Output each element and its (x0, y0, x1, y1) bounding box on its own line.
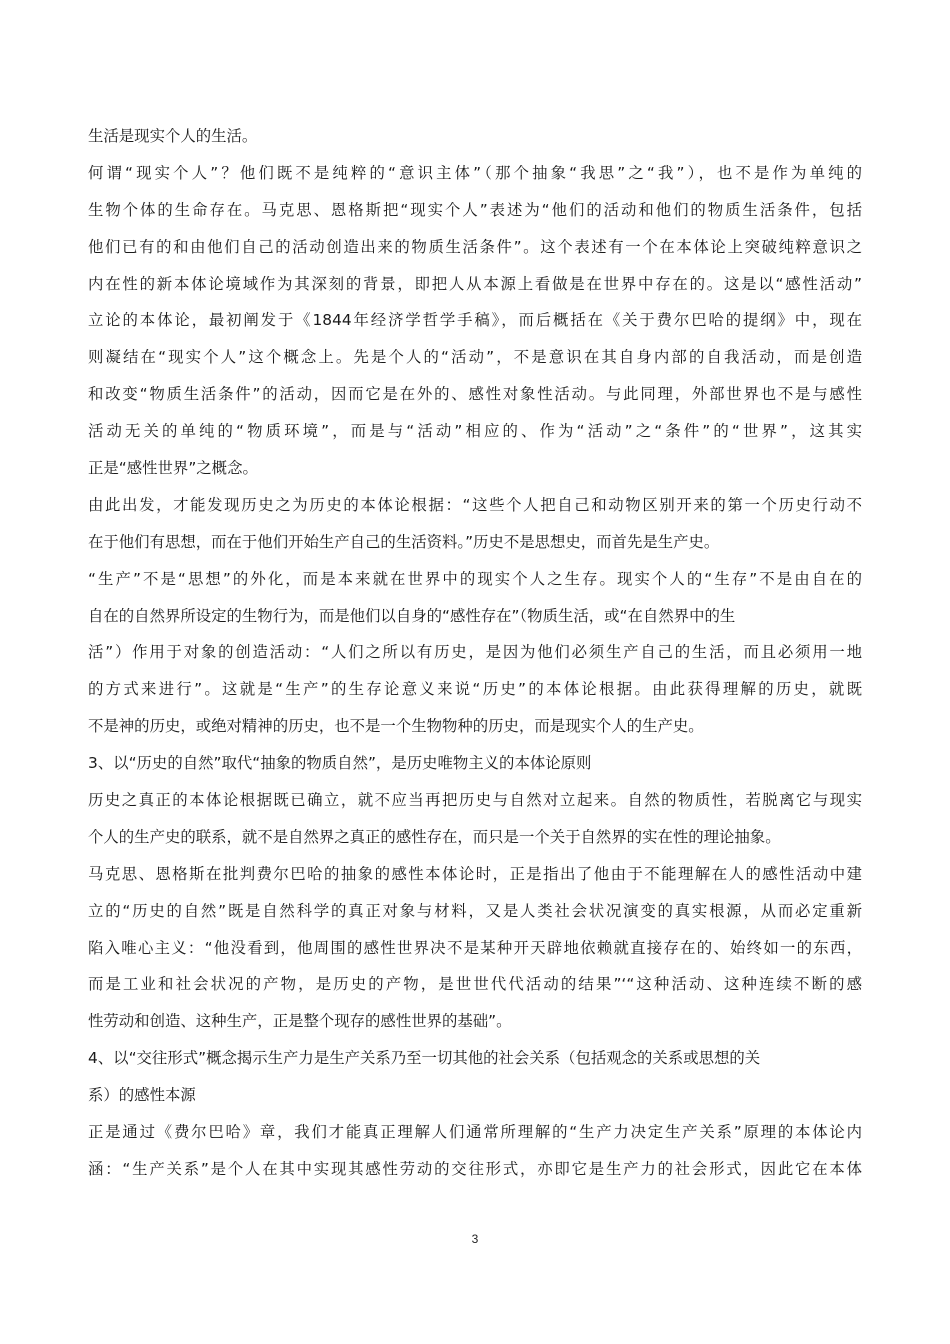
paragraph-line: 则凝结在“现实个人”这个概念上。先是个人的“活动”，不是意识在其自身内部的自我活动，而是创造 (88, 348, 862, 367)
paragraph-line: 立的“历史的自然”既是自然科学的真正对象与材料，又是人类社会状况演变的真实根源，从而必定重新 (88, 901, 862, 920)
paragraph-line: 由此出发，才能发现历史之为历史的本体论根据：“这些个人把自己和动物区别开来的第一个历史行动不 (88, 495, 862, 514)
paragraph-line: 何谓“现实个人”？他们既不是纯粹的“意识主体”（那个抽象“我思”之“我”），也不是作为单纯的 (88, 163, 862, 182)
paragraph-line: 马克思、恩格斯在批判费尔巴哈的抽象的感性本体论时，正是指出了他由于不能理解在人的感性活动中建 (88, 864, 862, 883)
section-heading: 4、以“交往形式”概念揭示生产力是生产关系乃至一切其他的社会关系（包括观念的关系或思想的关 (88, 1049, 761, 1068)
paragraph-line: 在于他们有思想，而在于他们开始生产自己的生活资料。”历史不是思想史，而首先是生产史。 (88, 532, 720, 551)
paragraph-line: 正是“感性世界”之概念。 (88, 459, 258, 478)
paragraph-line: 正是通过《费尔巴哈》章，我们才能真正理解人们通常所理解的“生产力决定生产关系”原理的本体论内 (88, 1123, 862, 1142)
paragraph-line: 和改变“物质生活条件”的活动，因而它是在外的、感性对象性活动。与此同理，外部世界也不是与感性 (88, 385, 862, 404)
paragraph-line: “生产”不是“思想”的外化，而是本来就在世界中的现实个人之生存。现实个人的“生存”不是由自在的 (88, 569, 862, 588)
paragraph-line: 生活是现实个人的生活。 (88, 127, 258, 145)
section-heading-continuation: 系）的感性本源 (88, 1086, 196, 1105)
paragraph-line: 历史之真正的本体论根据既已确立，就不应当再把历史与自然对立起来。自然的物质性，若脱离它与现实 (88, 791, 862, 810)
paragraph-line: 的方式来进行”。这就是“生产”的生存论意义来说“历史”的本体论根据。由此获得理解的历史，就既 (88, 680, 862, 699)
paragraph-line: 陷入唯心主义：“他没看到，他周围的感性世界决不是某种开天辟地依赖就直接存在的、始终如一的东西， (88, 938, 862, 957)
paragraph-line: 生物个体的生命存在。马克思、恩格斯把“现实个人”表述为“他们的活动和他们的物质生活条件，包括 (88, 200, 862, 219)
paragraph-line: 他们已有的和由他们自己的活动创造出来的物质生活条件”。这个表述有一个在本体论上突破纯粹意识之 (88, 237, 862, 256)
paragraph-line: 活动无关的单纯的“物质环境”，而是与“活动”相应的、作为“活动”之“条件”的“世界”，这其实 (88, 422, 862, 441)
paragraph-line: 性劳动和创造、这种生产，正是整个现存的感性世界的基础”。 (88, 1012, 512, 1031)
paragraph-line: 自在的自然界所设定的生物行为，而是他们以自身的“感性存在”（物质生活，或“在自然界中的生 (88, 606, 736, 625)
page-number: 3 (471, 1232, 479, 1246)
paragraph-line: 内在性的新本体论境域作为其深刻的背景，即把人从本源上看做是在世界中存在的。这是以“感性活动” (88, 274, 862, 293)
paragraph-line: 个人的生产史的联系，就不是自然界之真正的感性存在，而只是一个关于自然界的实在性的理论抽象。 (88, 827, 781, 846)
document-body (88, 118, 862, 1188)
paragraph-line: 活”）作用于对象的创造活动：“人们之所以有历史，是因为他们必须生产自己的生活，而且必须用一地 (88, 643, 862, 662)
paragraph-line: 立论的本体论，最初阐发于《1844年经济学哲学手稿》，而后概括在《关于费尔巴哈的提纲》中，现在 (88, 311, 862, 330)
paragraph-line: 涵：“生产关系”是个人在其中实现其感性劳动的交往形式，亦即它是生产力的社会形式，因此它在本体 (88, 1159, 862, 1178)
paragraph-line: 而是工业和社会状况的产物，是历史的产物，是世世代代活动的结果”‘“这种活动、这种连续不断的感 (88, 975, 862, 994)
paragraph-line: 不是神的历史，或绝对精神的历史，也不是一个生物物种的历史，而是现实个人的生产史。 (88, 717, 704, 736)
section-heading: 3、以“历史的自然”取代“抽象的物质自然”，是历史唯物主义的本体论原则 (88, 754, 592, 773)
